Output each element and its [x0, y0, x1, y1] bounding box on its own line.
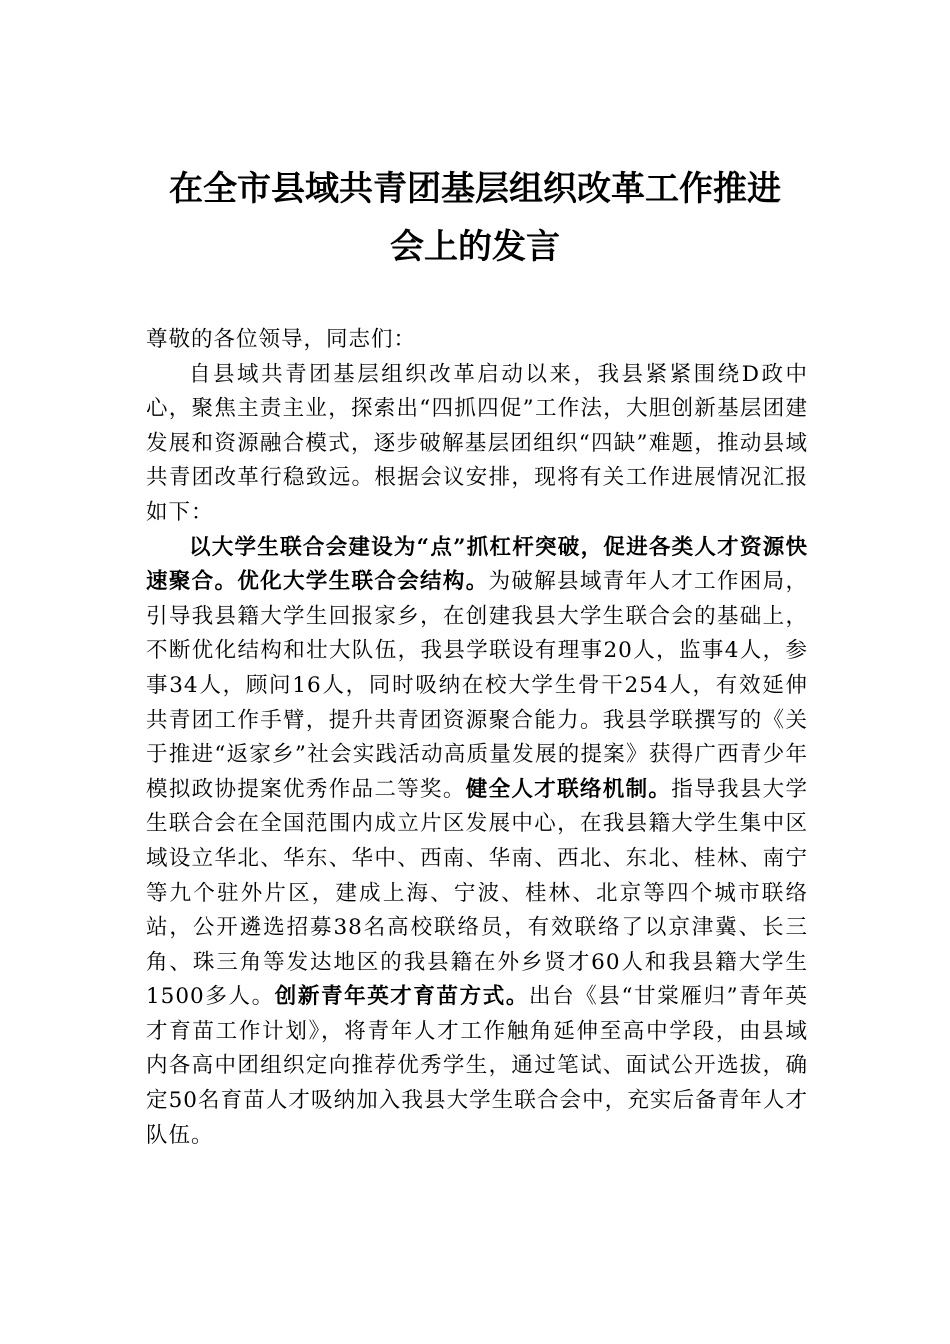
document-body: [146, 323, 808, 1153]
section-1-paragraph: [146, 531, 808, 1154]
sub-text-2: 指导我县大学生联合会在全国范围内成立片区发展中心，在我县籍大学生集中区域设立华北、华东、华中、西南、华南、西北、东北、桂林、南宁等九个驻外片区，建成上海、宁波、桂林、北京等四个城市联络站，公开遴选招募38名高校联络员，有效联络了以京津冀、长三角、珠三角等发达地区的我县籍在外乡贤才60人和我县籍大学生1500多人。: [146, 776, 808, 1010]
sub-heading-1: 优化大学生联合会结构。: [237, 569, 489, 595]
title-line-1: 在全市县域共青团基层组织改革工作推进: [169, 169, 781, 209]
sub-text-1: 为破解县域青年人才工作困局，引导我县籍大学生回报家乡，在创建我县大学生联合会的基础上，不断优化结构和壮大队伍，我县学联设有理事20人，监事4人，参事34人，顾问16人，同时吸纳在校大学生骨干254人，有效延伸共青团工作手臂，提升共青团资源聚合能力。我县学联撰写的《关于推进“返家乡”社会实践活动高质量发展的提案》获得广西青少年模拟政协提案优秀作品二等奖。: [146, 569, 808, 802]
sub-heading-2: 健全人才联络机制。: [465, 776, 672, 802]
title-line-2: 会上的发言: [390, 227, 560, 267]
intro-paragraph: 自县域共青团基层组织改革启动以来，我县紧紧围绕D政中心，聚焦主责主业，探索出“四抓四促”工作法，大胆创新基层团建发展和资源融合模式，逐步破解基层团组织“四缺”难题，推动县域共青团改革行稳致远。根据会议安排，现将有关工作进展情况汇报如下：: [146, 361, 808, 525]
section-1-heading: 以大学生联合会建设为“点”抓杠杆突破，促进各类人才资源快速聚合。: [146, 534, 808, 595]
document-title: [100, 160, 850, 276]
sub-heading-3: 创新青年英才育苗方式。: [274, 984, 530, 1010]
sub-text-3: 出台《县“甘棠雁归”青年英才育苗工作计划》，将青年人才工作触角延伸至高中学段，由县域内各高中团组织定向推荐优秀学生，通过笔试、面试公开选拔，确定50名育苗人才吸纳加入我县大学生联合会中，充实后备青年人才队伍。: [146, 984, 808, 1148]
salutation: 尊敬的各位领导，同志们：: [146, 327, 417, 352]
